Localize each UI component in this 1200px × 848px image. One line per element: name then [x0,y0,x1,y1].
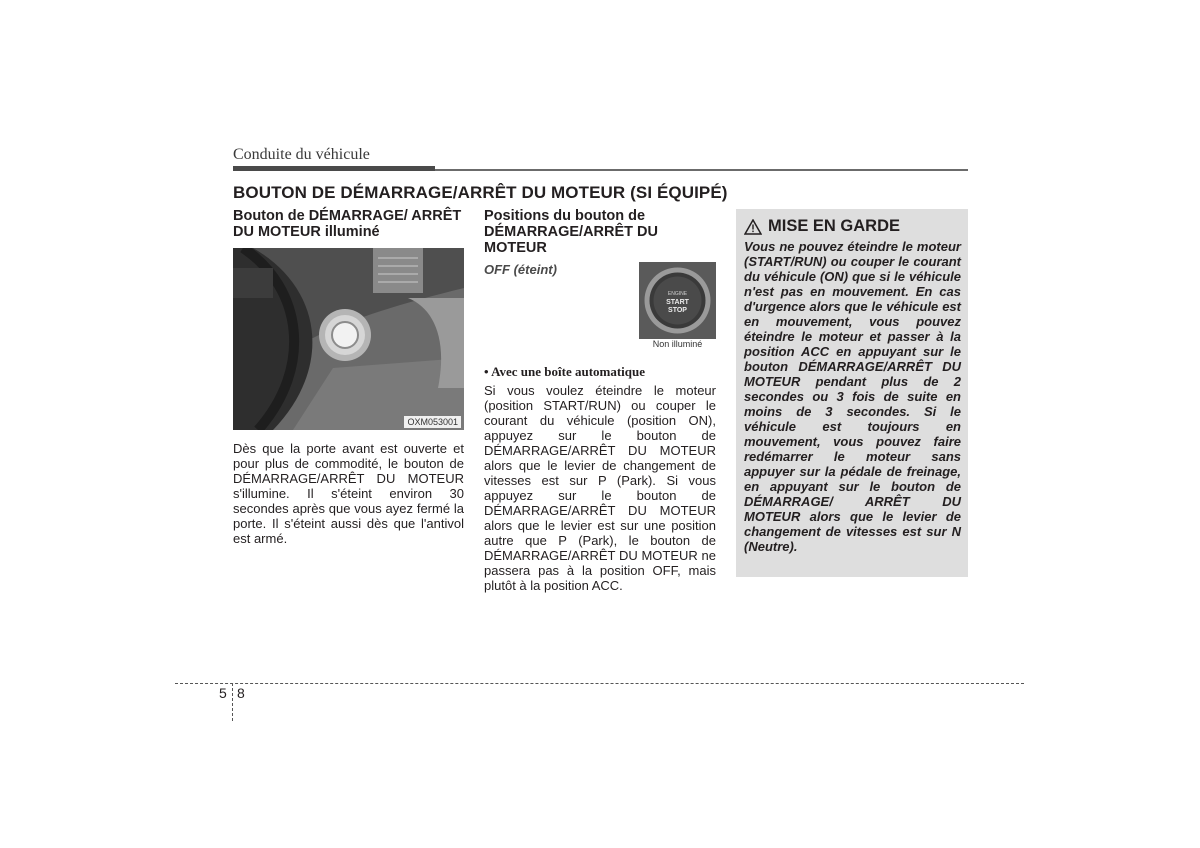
footer-rule [175,683,1024,684]
chapter-title: Conduite du véhicule [233,146,370,163]
button-label-stop: STOP [668,307,687,314]
caution-title-text: MISE EN GARDE [768,217,901,235]
start-stop-button-icon [639,262,716,339]
button-positions-heading: Positions du bouton de DÉMARRAGE/ARRÊT DU MOTEUR [484,208,658,256]
steering-wheel-illustration [233,248,464,430]
section-title: BOUTON DE DÉMARRAGE/ARRÊT DU MOTEUR (SI ÉQUIPÉ) [233,183,728,202]
caution-title [744,217,900,236]
button-positions-text: Si vous voulez éteindre le moteur (position START/RUN) ou couper le courant du véhicule (position ON), appuyez sur le bouton de DÉMARRAGE/ARRÊT DU MOTEUR alors que le levier de changement de vitesses est sur P (Park). Si vous appuyez sur le bouton de DÉMARRAGE/ARRÊT DU MOTEUR alors que le levier est sur une position autre que P (Park), le bouton de DÉMARRAGE/ARRÊT DU MOTEUR ne passera pas à la position OFF, mais plutôt à la position ACC. [484,383,716,593]
warning-triangle-icon [744,219,762,235]
caution-text: Vous ne pouvez éteindre le moteur (START/RUN) ou couper le courant du véhicule (ON) que si le véhicule n'est pas en mouvement. En cas d'urgence alors que le véhicule est en mouvement, vous pouvez éteindre le moteur et passer à la position ACC en appuyant sur le bouton DÉMARRAGE/ARRÊT DU MOTEUR pendant plus de 2 secondes ou 3 fois de suite en moins de 3 secondes. Si le véhicule est toujours en mouvement, vous pouvez faire redémarrer le moteur sans appuyer sur la pédale de freinage, en appuyant sur le bouton de DÉMARRAGE/ ARRÊT DU MOTEUR alors que le levier de changement de vitesses est sur N (Neutre). [744,239,961,554]
photo-code: OXM053001 [404,416,461,428]
page-number: 8 [237,685,245,701]
button-label-engine: ENGINE [667,291,688,297]
button-label-start: START [666,299,689,306]
illuminated-button-heading: Bouton de DÉMARRAGE/ ARRÊT DU MOTEUR illuminé [233,208,462,240]
off-position-subheading: OFF (éteint) [484,262,557,277]
header-rule-thick [233,166,435,171]
chapter-number: 5 [219,685,227,701]
start-stop-button-photo [639,262,716,339]
footer-separator [232,683,233,721]
dashboard-photo [233,248,464,430]
header-rule-thin [435,169,968,171]
photo-caption: Non illuminé [652,339,703,349]
automatic-gearbox-bullet: • Avec une boîte automatique [484,364,646,379]
illuminated-button-text: Dès que la porte avant est ouverte et pour plus de commodité, le bouton de DÉMARRAGE/ARRÊT DU MOTEUR s'illumine. Il s'éteint environ 30 secondes après que vous ayez fermé la porte. Il s'éteint aussi dès que l'antivol est armé. [233,441,464,546]
